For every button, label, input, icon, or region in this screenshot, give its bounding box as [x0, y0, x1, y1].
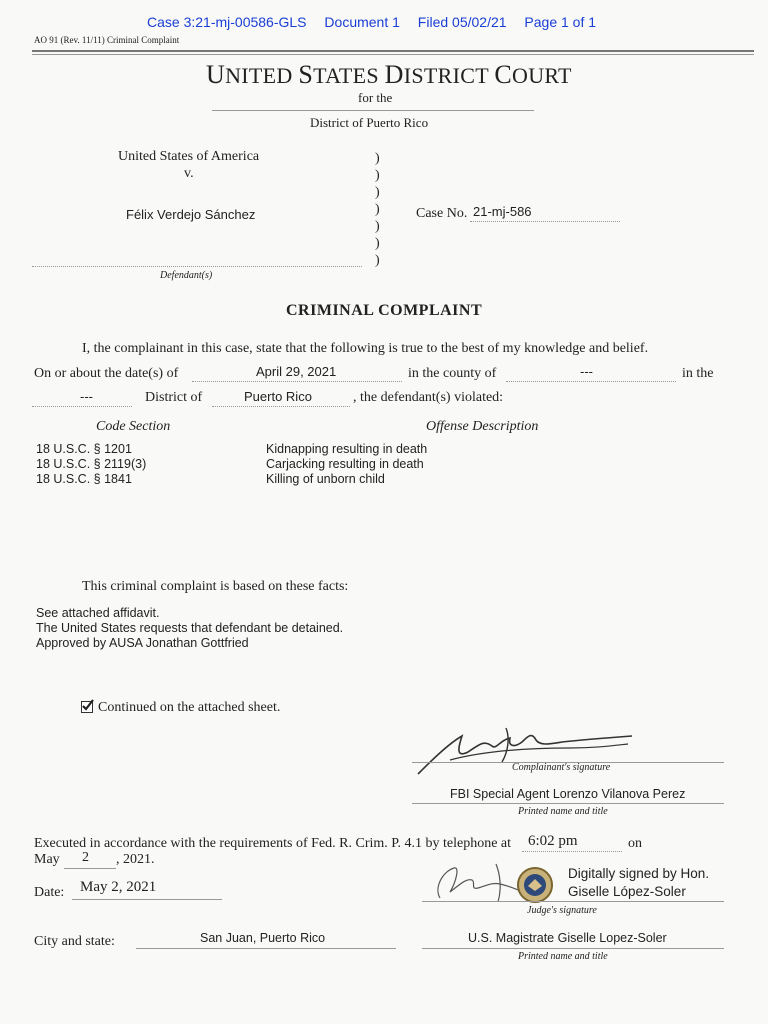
complainant-signature-label: Complainant's signature — [512, 762, 611, 773]
execution-year: , 2021. — [116, 852, 155, 867]
plaintiff-name: United States of America — [118, 149, 260, 164]
violated-text: , the defendant(s) violated: — [353, 390, 504, 405]
form-id: AO 91 (Rev. 11/11) Criminal Complaint — [34, 35, 180, 45]
district-name: District of Puerto Rico — [310, 115, 429, 130]
execution-day: 2 — [82, 850, 89, 865]
judge-printed-name: U.S. Magistrate Giselle Lopez-Soler — [468, 931, 667, 945]
case-no-value: 21-mj-586 — [473, 204, 532, 219]
judge-name-rule — [422, 948, 724, 949]
offense-description: Carjacking resulting in death — [266, 457, 424, 471]
table-row — [36, 472, 456, 487]
seal-icon — [516, 866, 554, 904]
district-fill: --- — [80, 389, 93, 404]
date-value-rule — [72, 899, 222, 900]
district-fill-rule — [32, 406, 132, 407]
execution-month: May — [34, 852, 60, 867]
for-the: for the — [358, 90, 393, 105]
code-section: 18 U.S.C. § 2119(3) — [36, 457, 147, 471]
district-value: Puerto Rico — [244, 389, 312, 404]
day-rule — [64, 868, 116, 869]
city-rule — [136, 948, 396, 949]
ecf-header-stamp — [147, 14, 610, 30]
court-title: UNITED STATES DISTRICT COURT — [206, 60, 572, 89]
county-value: --- — [580, 364, 593, 379]
defendant-label: Defendant(s) — [160, 270, 213, 281]
date-label: Date: — [34, 885, 65, 900]
digital-signature-line1: Digitally signed by Hon. — [568, 866, 710, 881]
in-the-label: in the — [682, 366, 714, 381]
header-rule-thin — [32, 54, 754, 55]
checkmark-icon — [81, 698, 95, 712]
code-section: 18 U.S.C. § 1201 — [36, 442, 132, 456]
district-value-rule — [212, 406, 350, 407]
judge-printed-label: Printed name and title — [518, 951, 608, 962]
offense-description: Killing of unborn child — [266, 472, 385, 486]
district-of-label: District of — [145, 390, 203, 405]
county-rule — [506, 381, 676, 382]
stamp-document: Document 1 — [324, 14, 400, 30]
caption-parens: ) ) ) ) ) ) ) — [375, 151, 380, 268]
stamp-filed-date: Filed 05/02/21 — [417, 14, 507, 30]
case-no-rule — [470, 221, 620, 222]
complainant-name: FBI Special Agent Lorenzo Vilanova Perez — [450, 787, 686, 801]
stamp-case-number: Case 3:21-mj-00586-GLS — [147, 14, 307, 30]
date-prefix: On or about the date(s) of — [34, 366, 179, 381]
case-no-label: Case No. — [416, 206, 468, 221]
complaint-heading: CRIMINAL COMPLAINT — [286, 302, 483, 319]
judge-signature-label: Judge's signature — [527, 905, 597, 916]
time-rule — [522, 851, 622, 852]
stamp-page: Page 1 of 1 — [524, 14, 597, 30]
offense-description: Kidnapping resulting in death — [266, 442, 428, 456]
table-row — [36, 442, 456, 457]
offense-description-header: Offense Description — [426, 419, 539, 434]
defendant-rule — [32, 266, 362, 267]
offense-table — [36, 442, 456, 487]
header-rule — [32, 50, 754, 52]
fact-line: See attached affidavit. — [36, 606, 160, 620]
digital-signature-line2: Giselle López-Soler — [568, 884, 686, 899]
executed-text: Executed in accordance with the requirements of Fed. R. Crim. P. 4.1 by telephone at — [34, 836, 512, 851]
facts-list — [36, 606, 343, 651]
code-section-header: Code Section — [96, 419, 171, 434]
fact-line: The United States requests that defendant be detained. — [36, 621, 344, 635]
fact-line: Approved by AUSA Jonathan Gottfried — [36, 636, 249, 650]
code-section: 18 U.S.C. § 1841 — [36, 472, 132, 486]
complainant-intro: I, the complainant in this case, state that the following is true to the best of my knowledge and belief. — [82, 341, 649, 356]
county-prefix: in the county of — [408, 366, 497, 381]
versus-label: v. — [184, 166, 194, 181]
complainant-name-rule — [412, 803, 724, 804]
city-label: City and state: — [34, 934, 115, 949]
date-value: May 2, 2021 — [80, 879, 157, 895]
city-value: San Juan, Puerto Rico — [200, 931, 326, 945]
execution-time: 6:02 pm — [528, 833, 578, 849]
district-rule — [212, 110, 534, 111]
facts-intro: This criminal complaint is based on these facts: — [82, 579, 349, 594]
on-label: on — [628, 836, 642, 851]
judge-signature-rule — [422, 901, 724, 902]
defendant-name: Félix Verdejo Sánchez — [126, 207, 256, 222]
table-row — [36, 457, 456, 472]
date-rule — [192, 381, 402, 382]
complainant-signature-image — [410, 722, 640, 782]
continued-label: Continued on the attached sheet. — [98, 700, 281, 715]
complainant-printed-label: Printed name and title — [518, 806, 608, 817]
continued-checkbox[interactable] — [81, 701, 93, 713]
offense-date: April 29, 2021 — [256, 364, 337, 379]
